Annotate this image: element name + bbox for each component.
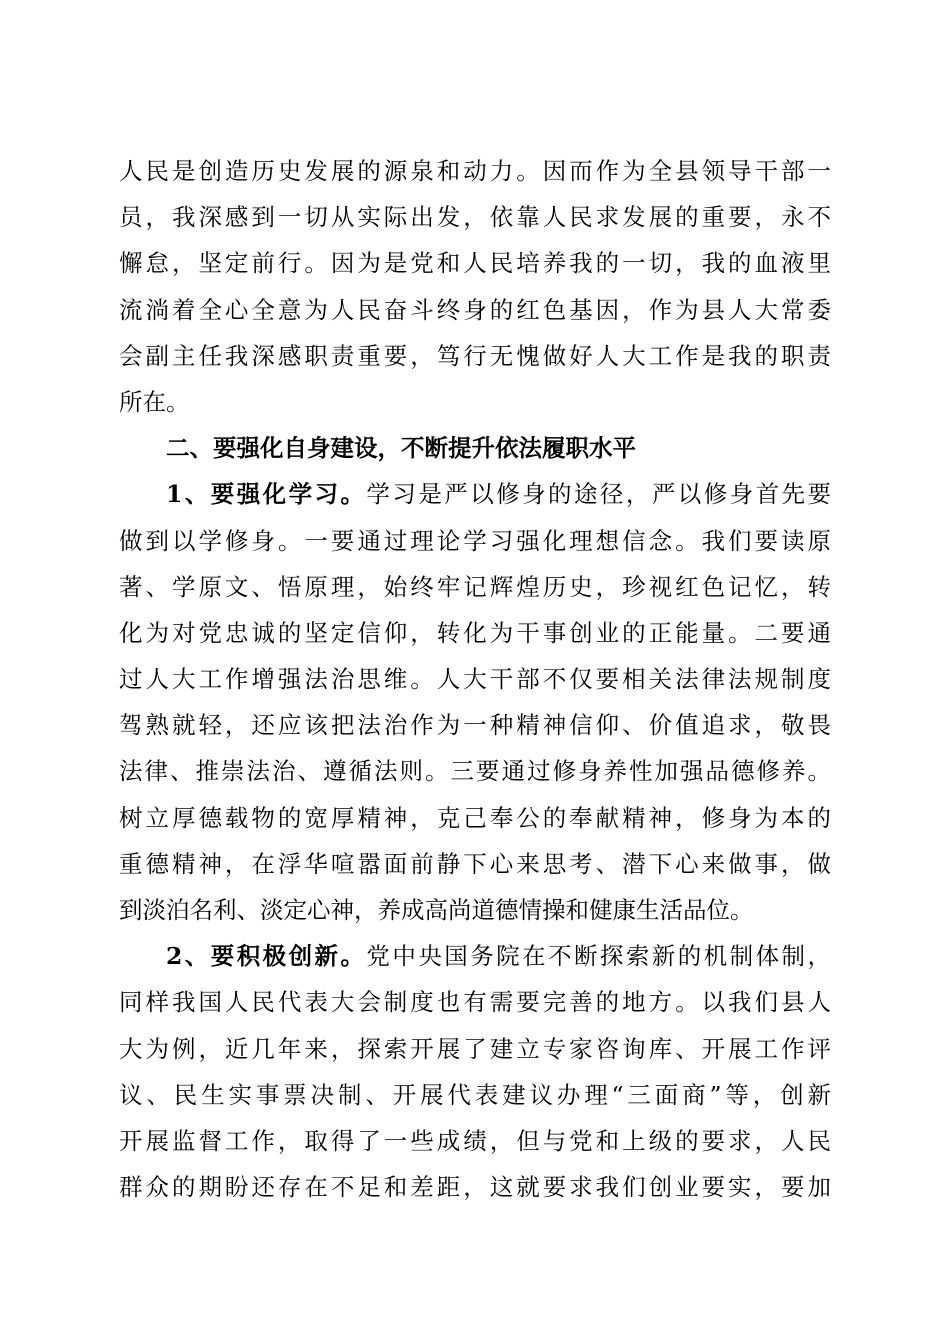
paragraph-line: 树立厚德载物的宽厚精神，克己奉公的奉献精神，修身为本的 xyxy=(119,803,831,832)
paragraph-line: 驾熟就轻，还应该把法治作为一种精神信仰、价值追求，敬畏 xyxy=(119,711,831,740)
item-label: 2、要积极创新。 xyxy=(166,942,367,971)
paragraph-line: 会副主任我深感职责重要，笃行无愧做好人大工作是我的职责 xyxy=(119,341,831,370)
paragraph-line: 开展监督工作，取得了一些成绩，但与党和上级的要求，人民 xyxy=(119,1126,831,1155)
paragraph-line: 人民是创造历史发展的源泉和动力。因而作为全县领导干部一 xyxy=(119,157,831,185)
paragraph-line: 大为例，近几年来，探索开展了建立专家咨询库、开展工作评 xyxy=(119,1034,831,1063)
paragraph-line: 员，我深感到一切从实际出发，依靠人民求发展的重要，永不 xyxy=(119,203,831,232)
paragraph-line: 做到以学修身。一要通过理论学习强化理想信念。我们要读原 xyxy=(119,526,831,555)
paragraph-line: 化为对党忠诚的坚定信仰，转化为干事创业的正能量。二要通 xyxy=(119,618,831,647)
paragraph-line: 过人大工作增强法治思维。人大干部不仅要相关法律法规制度 xyxy=(119,665,831,694)
paragraph-line: 同样我国人民代表大会制度也有需要完善的地方。以我们县人 xyxy=(119,988,831,1017)
paragraph-line: 群众的期盼还存在不足和差距，这就要求我们创业要实，要加 xyxy=(119,1173,831,1202)
item-first-line-text: 学习是严以修身的途径，严以修身首先要 xyxy=(366,480,831,509)
document-body xyxy=(119,148,831,1210)
paragraph-line: 著、学原文、悟原理，始终牢记辉煌历史，珍视红色记忆，转 xyxy=(119,572,831,601)
paragraph-line: 法律、推崇法治、遵循法则。三要通过修身养性加强品德修养。 xyxy=(119,757,831,786)
paragraph-line: 懈怠，坚定前行。因为是党和人民培养我的一切，我的血液里 xyxy=(119,249,831,278)
item-first-line-text: 党中央国务院在不断探索新的机制体制， xyxy=(366,942,831,971)
item-label: 1、要强化学习。 xyxy=(166,480,367,509)
item-first-line xyxy=(119,933,831,979)
paragraph-line: 流淌着全心全意为人民奋斗终身的红色基因，作为县人大常委 xyxy=(119,295,831,324)
section-heading: 二、要强化自身建设，不断提升依法履职水平 xyxy=(166,434,636,463)
paragraph-line: 到淡泊名利、淡定心神，养成高尚道德情操和健康生活品位。 xyxy=(119,896,754,924)
paragraph-line: 议、民生实事票决制、开展代表建议办理“三面商”等，创新 xyxy=(119,1080,831,1109)
item-first-line xyxy=(119,471,831,517)
paragraph-line: 重德精神，在浮华喧嚣面前静下心来思考、潜下心来做事，做 xyxy=(119,849,831,878)
paragraph-line: 所在。 xyxy=(119,387,190,416)
